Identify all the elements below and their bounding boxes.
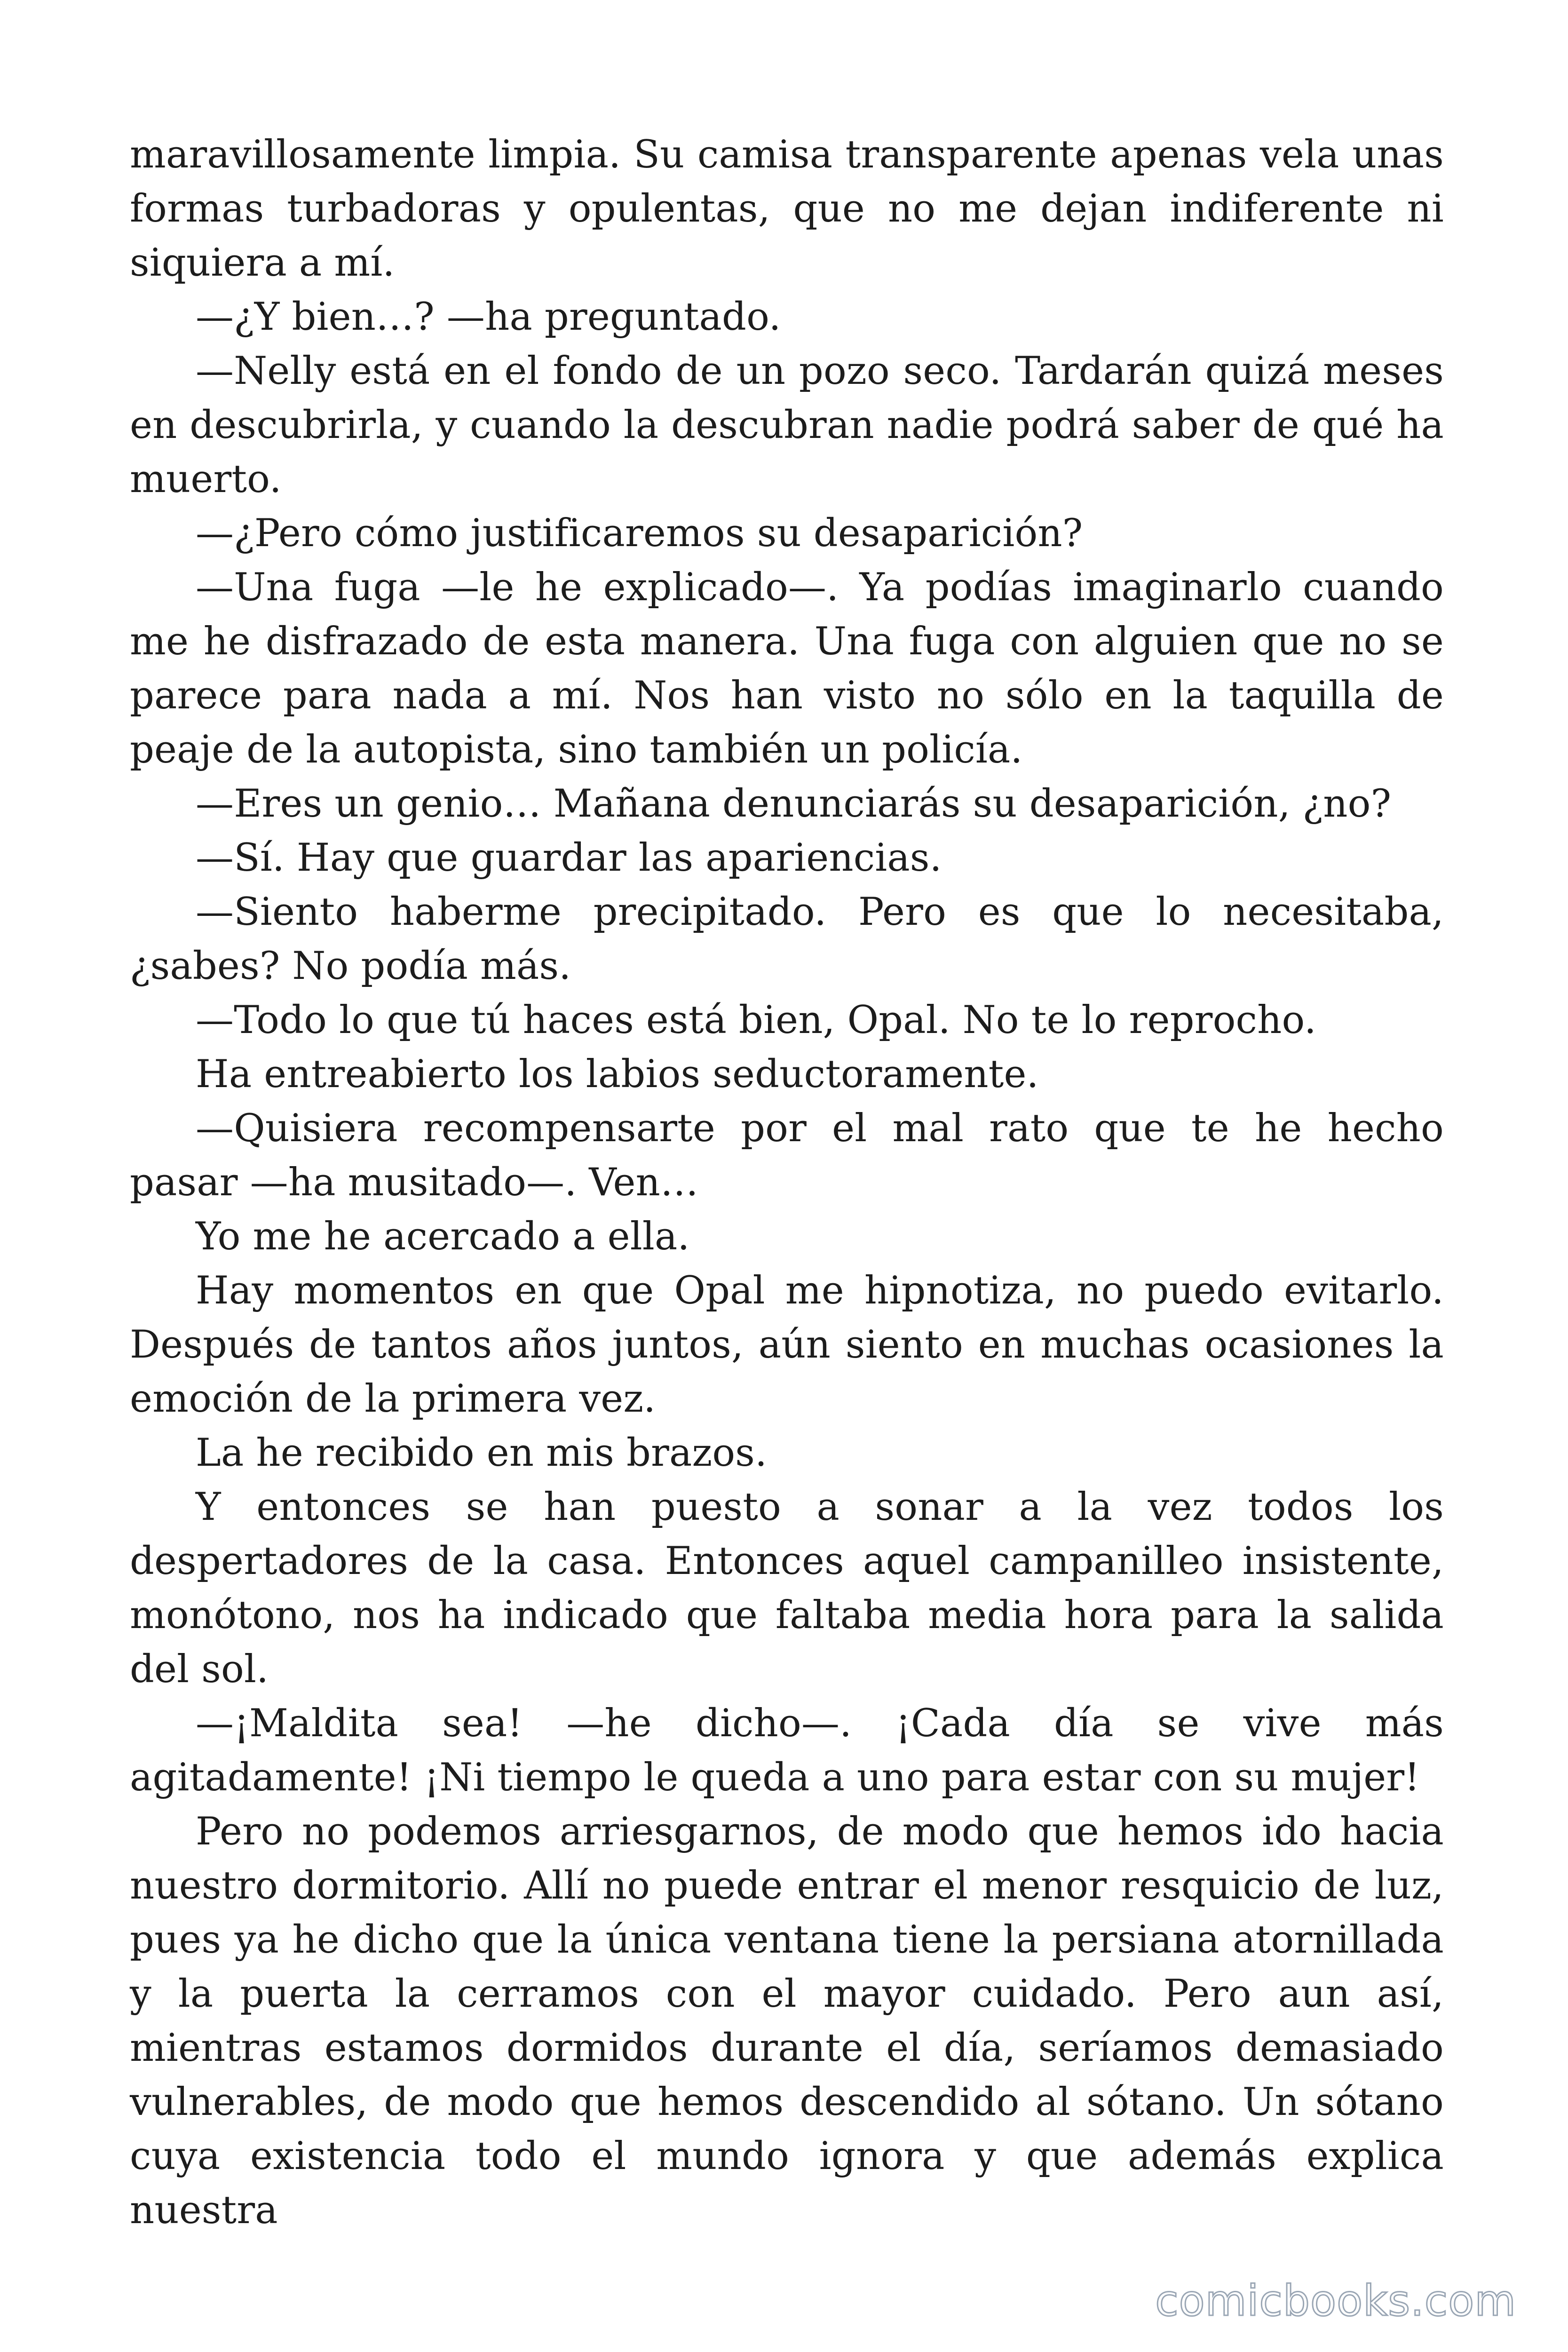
paragraph-12: Yo me he acercado a ella. xyxy=(196,1215,690,1259)
paragraph-11: —Quisiera recompensarte por el mal rato que te he hecho pasar —ha musitado—. Ven… xyxy=(130,1106,1444,1205)
paragraph-8: —Siento haberme precipitado. Pero es que lo necesitaba, ¿sabes? No podía más. xyxy=(130,890,1444,988)
watermark: comicbooks.com xyxy=(1155,2276,1516,2326)
paragraph-14: La he recibido en mis brazos. xyxy=(196,1431,768,1475)
paragraph-7: —Sí. Hay que guardar las apariencias. xyxy=(196,836,942,880)
page-body xyxy=(130,128,1444,2233)
paragraph-5: —Una fuga —le he explicado—. Ya podías imaginarlo cuando me he disfrazado de esta manera. Una fuga con alguien que no se parece para nada a mí. Nos han visto no sólo en la taquilla de peaje de la autopista, sino también un policía. xyxy=(130,565,1444,772)
paragraph-3: —Nelly está en el fondo de un pozo seco. Tardarán quizá meses en descubrirla, y cuando la descubran nadie podrá saber de qué ha muerto. xyxy=(130,349,1444,501)
paragraph-2: —¿Y bien…? —ha preguntado. xyxy=(196,295,781,339)
paragraph-4: —¿Pero cómo justificaremos su desaparición? xyxy=(196,511,1083,556)
paragraph-13: Hay momentos en que Opal me hipnotiza, no puedo evitarlo. Después de tantos años juntos, aún siento en muchas ocasiones la emoción de la primera vez. xyxy=(130,1269,1444,1421)
paragraph-9: —Todo lo que tú haces está bien, Opal. No te lo reprocho. xyxy=(196,998,1316,1042)
paragraph-17: Pero no podemos arriesgarnos, de modo que hemos ido hacia nuestro dormitorio. Allí no puede entrar el menor resquicio de luz, pues ya he dicho que la única ventana tiene la persiana atornillada y la puerta la cerramos con el mayor cuidado. Pero aun así, mientras estamos dormidos durante el día, seríamos demasiado vulnerables, de modo que hemos descendido al sótano. Un sótano cuya existencia todo el mundo ignora y que además explica nuestra xyxy=(130,1810,1444,2233)
paragraph-15: Y entonces se han puesto a sonar a la vez todos los despertadores de la casa. Entonces aquel campanilleo insistente, monótono, nos ha indicado que faltaba media hora para la salida del sol. xyxy=(130,1485,1444,1692)
paragraph-1: maravillosamente limpia. Su camisa transparente apenas vela unas formas turbadoras y opulentas, que no me dejan indiferente ni siquiera a mí. xyxy=(130,133,1444,285)
paragraph-16: —¡Maldita sea! —he dicho—. ¡Cada día se vive más agitadamente! ¡Ni tiempo le queda a uno para estar con su mujer! xyxy=(130,1701,1444,1800)
paragraph-10: Ha entreabierto los labios seductoramente. xyxy=(196,1052,1039,1097)
paragraph-6: —Eres un genio… Mañana denunciarás su desaparición, ¿no? xyxy=(196,782,1392,826)
